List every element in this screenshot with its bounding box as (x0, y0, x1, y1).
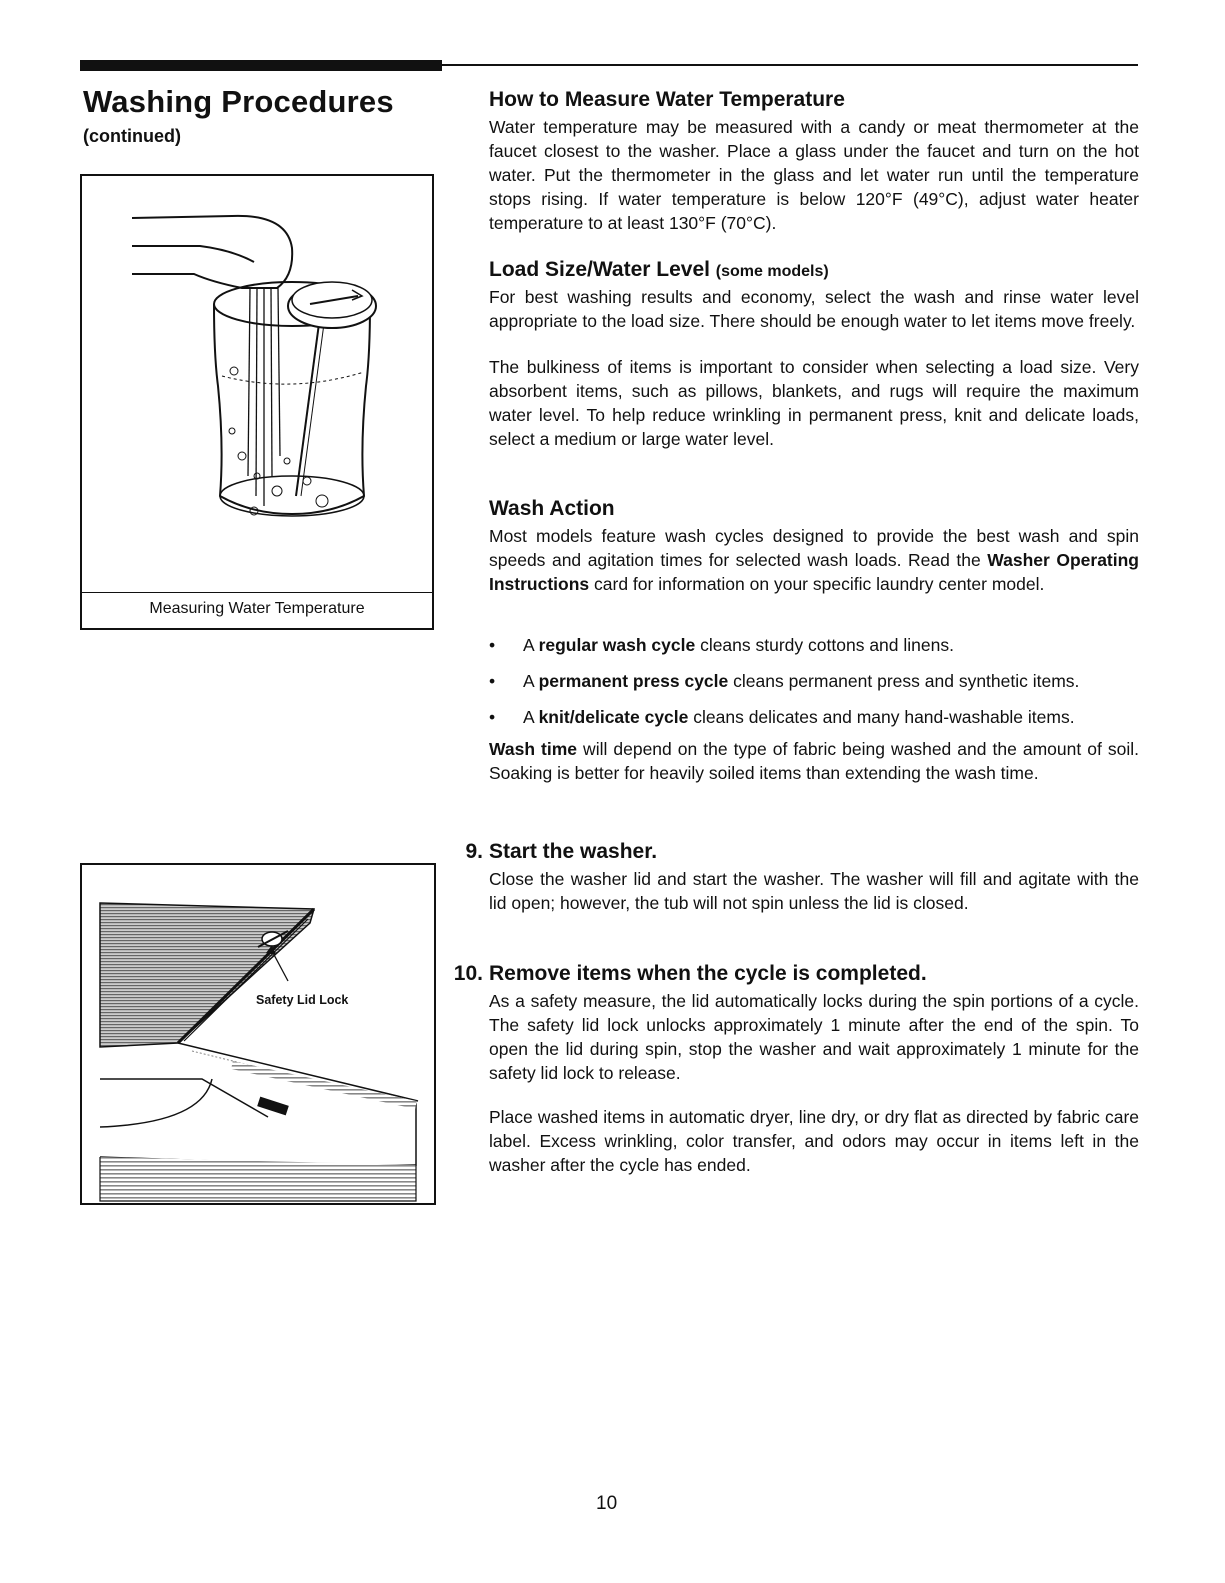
section-heading: How to Measure Water Temperature (489, 88, 845, 111)
list-item (489, 705, 1139, 729)
washer-lid-illustration (82, 865, 434, 1203)
wash-cycle-list (489, 633, 1139, 741)
figure-caption: Measuring Water Temperature (149, 600, 365, 617)
step-number: 9. (465, 840, 483, 863)
page-title: Washing Procedures (83, 84, 394, 119)
bullet-icon: • (489, 635, 496, 655)
safety-lid-lock-label: Safety Lid Lock (256, 993, 349, 1007)
text-run: A (523, 707, 539, 727)
text-run: cleans permanent press and synthetic items. (728, 671, 1080, 691)
header-rule-thick (80, 60, 442, 71)
section-wash-action (489, 497, 1139, 596)
section-text (489, 524, 1139, 596)
text-bold: permanent press cycle (538, 671, 729, 691)
section-text: For best washing results and economy, select the wash and rinse water level appropriate to the load size. There should be enough water to let items move freely. (489, 287, 1139, 331)
text-run: A (523, 635, 539, 655)
bullet-icon: • (489, 671, 496, 691)
section-text (489, 737, 1139, 785)
header-rule-thin (442, 64, 1138, 66)
step-10 (489, 962, 1139, 1177)
section-wash-time (489, 737, 1139, 785)
heading-text: Load Size/Water Level (489, 258, 710, 281)
faucet-thermometer-illustration (82, 176, 432, 590)
text-run: card for information on your specific laundry center model. (589, 574, 1045, 594)
section-text: The bulkiness of items is important to consider when selecting a load size. Very absorbent items, such as pillows, blankets, and rugs will require the maximum water level. To help reduce wrinkling in permanent press, knit and delicate loads, select a medium or large water level. (489, 357, 1139, 449)
caption-divider (82, 592, 432, 593)
page-subtitle: (continued) (83, 126, 181, 146)
step-number: 10. (453, 962, 483, 985)
text-run: cleans delicates and many hand-washable items. (688, 707, 1075, 727)
text-run: A (523, 671, 539, 691)
text-run: will depend on the type of fabric being washed and the amount of soil. Soaking is better for heavily soiled items than extending the wash time. (489, 739, 1139, 783)
figure-measuring-water-temperature (80, 174, 434, 630)
heading-note: (some models) (715, 263, 829, 280)
figure-safety-lid-lock (80, 863, 436, 1205)
section-heading (489, 258, 1139, 282)
section-heading: Wash Action (489, 497, 615, 520)
bullet-icon: • (489, 707, 496, 727)
text-bold: regular wash cycle (538, 635, 696, 655)
step-text: Place washed items in automatic dryer, line dry, or dry flat as directed by fabric care label. Excess wrinkling, color transfer, and odors may occur in items left in the washer after the cycle has ended. (489, 1107, 1139, 1175)
step-heading: Start the washer. (489, 840, 658, 863)
list-item (489, 669, 1139, 693)
text-run: Most models feature wash cycles designed to provide the best wash and spin speeds and agitation times for selected wash loads. Read the (489, 526, 1139, 570)
section-text: Water temperature may be measured with a candy or meat thermometer at the faucet closest to the washer. Place a glass under the faucet and turn on the hot water. Put the thermometer in the glass and let water run until the temperature stops rising. If water temperature is below 120°F (49°C), adjust water heater temperature to at least 130°F (70°C). (489, 117, 1139, 233)
list-item (489, 633, 1139, 657)
step-9 (489, 840, 1139, 915)
section-load-size (489, 258, 1139, 451)
text-run: cleans sturdy cottons and linens. (695, 635, 954, 655)
step-text: As a safety measure, the lid automatically locks during the spin portions of a cycle. The safety lid lock unlocks approximately 1 minute after the end of the spin. To open the lid during spin, stop the washer and wait approximately 1 minute for the safety lid lock to release. (489, 991, 1139, 1083)
step-heading: Remove items when the cycle is completed. (489, 962, 927, 985)
page-number: 10 (596, 1493, 618, 1514)
section-measure-temperature (489, 88, 1139, 235)
text-bold: Wash time (489, 739, 578, 759)
text-bold: knit/delicate cycle (538, 707, 689, 727)
step-text: Close the washer lid and start the washer. The washer will fill and agitate with the lid open; however, the tub will not spin unless the lid is closed. (489, 869, 1139, 913)
text-bold: Washer Operating Instructions (489, 550, 1139, 594)
